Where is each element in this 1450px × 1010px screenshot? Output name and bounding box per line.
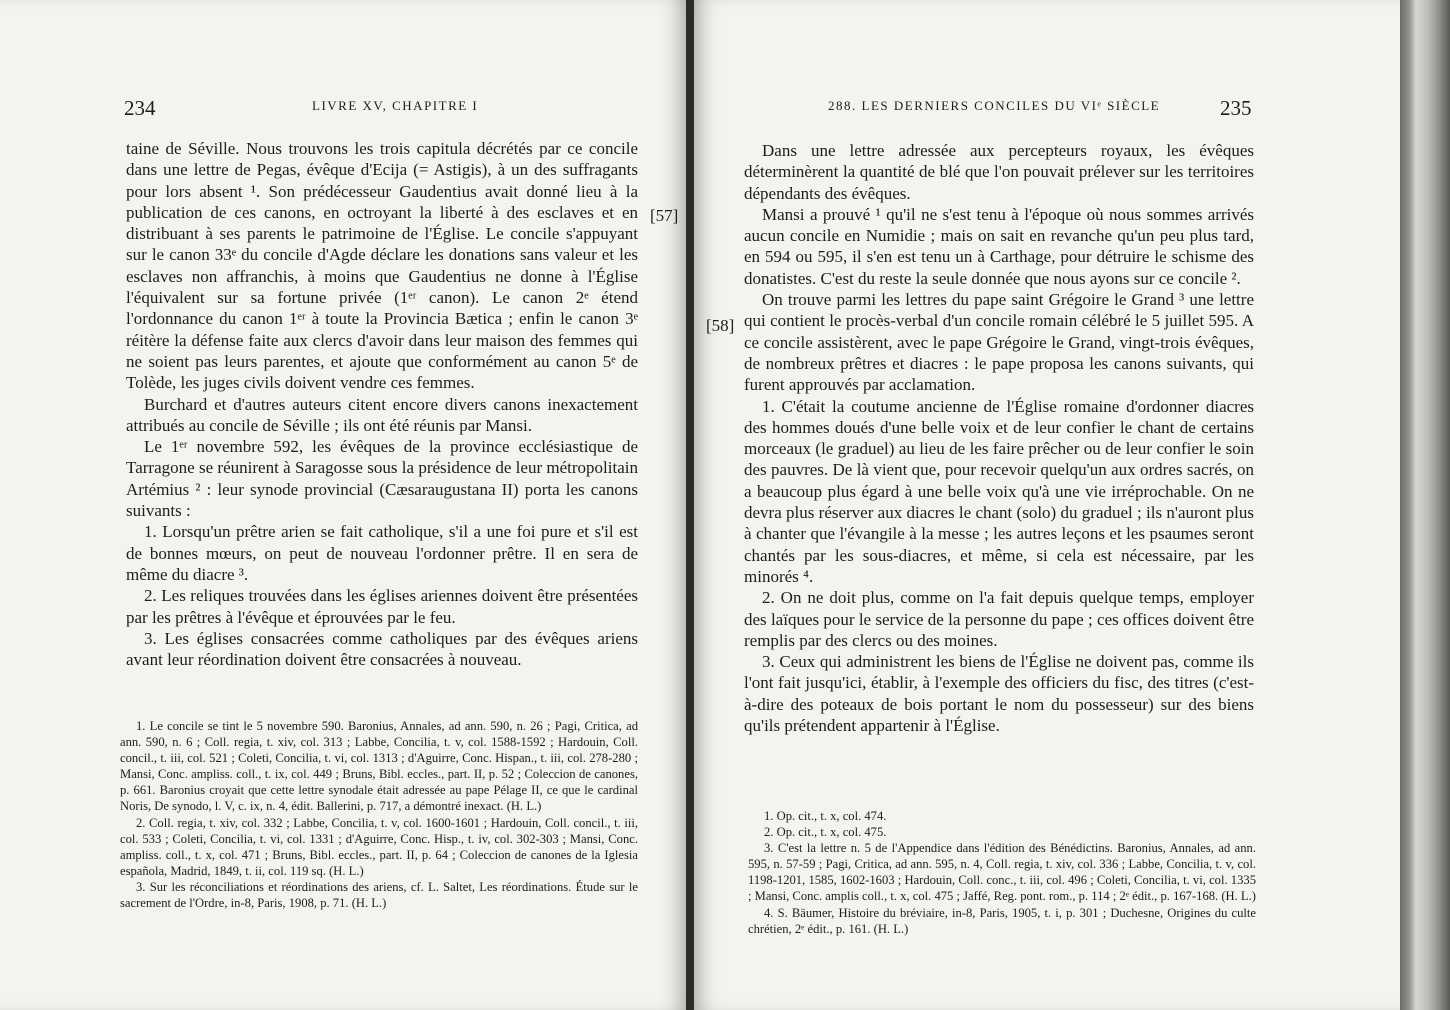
footnote: 3. Sur les réconciliations et réordinations des ariens, cf. L. Saltet, Les réordinations. Étude sur le sacrement de l'Ordre, in-8, Paris, 1908, p. 71. (H. L.) (120, 879, 638, 911)
paragraph: 1. Lorsqu'un prêtre arien se fait catholique, s'il a une foi pure et s'il est de bonnes mœurs, on peut de nouveau l'ordonner prêtre. Il en sera de même du diacre ³. (126, 522, 638, 584)
page-edges (1400, 0, 1450, 1010)
paragraph: 2. Les reliques trouvées dans les églises ariennes doivent être présentées par les prêtres à l'évêque et éprouvées par le feu. (126, 586, 638, 627)
left-body-text (126, 138, 638, 670)
running-head-right: 288. LES DERNIERS CONCILES DU VIᵉ SIÈCLE (828, 98, 1161, 113)
paragraph: Le 1ᵉʳ novembre 592, les évêques de la province ecclésiastique de Tarragone se réunirent à Saragosse sous la présidence de leur métropolitain Artémius ² : leur synode provincial (Cæsaraugustana II) porta les canons suivants : (126, 437, 638, 521)
paragraph: On trouve parmi les lettres du pape saint Grégoire le Grand ³ une lettre qui contient le procès-verbal d'un concile romain célébré le 5 juillet 595. A ce concile assistèrent, avec le pape Grégoire le Grand, vingt-trois évêques, de nombreux prêtres et diacres : le pape proposa les canons suivants, qui furent approuvés par acclamation. (744, 290, 1254, 395)
paragraph: 3. Ceux qui administrent les biens de l'Église ne doivent pas, comme ils l'ont fait jusqu'ici, établir, à l'exemple des officiers du fisc, des titres (c'est-à-dire des poteaux de bois portant le nom du possesseur) sur des biens qu'ils prétendent appartenir à l'Église. (744, 652, 1254, 736)
left-page (0, 0, 688, 1010)
footnote: 1. Le concile se tint le 5 novembre 590. Baronius, Annales, ad ann. 590, n. 26 ; Pagi, Critica, ad ann. 590, n. 6 ; Coll. regia, t. xiv, col. 313 ; Labbe, Concilia, t. v, col. 1588-1592 ; Hardouin, Coll. concil., t. iii, col. 521 ; Coleti, Concilia, t. vi, col. 1313 ; d'Aguirre, Conc. Hispan., t. iii, col. 278-280 ; Mansi, Conc. ampliss. coll., t. ix, col. 449 ; Bruns, Bibl. eccles., part. II, p. 52 ; Coleccion de canones, p. 661. Baronius croyait que cette lettre synodale était adressée au pape Pélage II, ce que le cardinal Noris, De synodo, l. V, c. ix, n. 4, édit. Ballerini, p. 717, a démontré inexact. (H. L.) (120, 719, 638, 814)
right-footnotes (748, 808, 1256, 937)
footnote: 2. Op. cit., t. x, col. 475. (764, 825, 887, 840)
right-page (692, 0, 1400, 1010)
running-head-left: LIVRE XV, CHAPITRE I (312, 98, 479, 113)
book-gutter (686, 0, 694, 1010)
margin-ref-57: [57] (650, 206, 679, 225)
footnote: 2. Coll. regia, t. xiv, col. 332 ; Labbe, Concilia, t. v, col. 1600-1601 ; Hardouin, Coll. concil., t. iii, col. 533 ; Coleti, Concilia, t. vi, col. 1331 ; d'Aguirre, Conc. Hisp., t. iv, col. 302-303 ; Mansi, Conc. ampliss. coll., t. x, col. 471 ; Bruns, Bibl. eccles., part. II, p. 64 ; Coleccion de canones de la Iglesia española, Madrid, 1849, t. ii, col. 119 sq. (H. L.) (120, 815, 638, 878)
page-number-right: 235 (1220, 96, 1252, 120)
footnote: 1. Op. cit., t. x, col. 474. (764, 809, 887, 823)
right-body-text (744, 140, 1254, 736)
footnote: 4. S. Bäumer, Histoire du bréviaire, in-8, Paris, 1905, t. i, p. 301 ; Duchesne, Origines du culte chrétien, 2ᵉ édit., p. 161. (H. L.) (748, 905, 1256, 936)
paragraph: Dans une lettre adressée aux percepteurs royaux, les évêques déterminèrent la quantité de blé que l'on pouvait prélever sur les territoires dépendants des évêques. (744, 141, 1254, 203)
paragraph: 1. C'était la coutume ancienne de l'Église romaine d'ordonner diacres des hommes doués d'une belle voix et de leur confier le chant de certains morceaux (le graduel) au lieu de les faire prêcher ou de leur confier le soin des pauvres. De là vient que, pour recevoir quelqu'un aux ordres sacrés, on a beaucoup plus égard à une belle voix qu'à une vie irréprochable. On ne devra plus réserver aux diacres le chant (solo) du graduel ; ils n'auront plus à chanter que l'évangile à la messe ; les autres leçons et les psaumes seront chantés par les sous-diacres, et même, si cela est nécessaire, par les minorés ⁴. (744, 396, 1254, 586)
paragraph: 3. Les églises consacrées comme catholiques par des évêques ariens avant leur réordination doivent être consacrées à nouveau. (126, 628, 638, 670)
paragraph: Mansi a prouvé ¹ qu'il ne s'est tenu à l'époque où nous sommes arrivés aucun concile en Numidie ; mais on sait en revanche qu'un peu plus tard, en 594 ou 595, il s'en est tenu un à Carthage, pour détruire le schisme des donatistes. C'est du reste la seule donnée que nous ayons sur ce concile ². (744, 204, 1254, 288)
footnote: 3. C'est la lettre n. 5 de l'Appendice dans l'édition des Bénédictins. Baronius, Annales, ad ann. 595, n. 57-59 ; Pagi, Critica, ad ann. 595, n. 4, Coll. regia, t. xiv, col. 336 ; Labbe, Concilia, t. v, col. 1198-1201, 1585, 1602-1603 ; Hardouin, Coll. conc., t. iii, col. 496 ; Coleti, Concilia, t. vi, col. 1335 ; Mansi, Conc. amplis coll., t. x, col. 475 ; Jaffé, Reg. pont. rom., p. 114 ; 2ᵉ édit., p. 167-168. (H. L.) (748, 841, 1256, 904)
paragraph: 2. On ne doit plus, comme on l'a fait depuis quelque temps, employer des laïques pour le service de la personne du pape ; ces offices doivent être remplis par des clercs ou des moines. (744, 588, 1254, 650)
left-footnotes (120, 718, 638, 911)
margin-ref-58: [58] (706, 316, 735, 335)
paragraph: taine de Séville. Nous trouvons les trois capitula décrétés par ce concile dans une lettre de Pegas, évêque d'Ecija (= Astigis), à un des suffragants pour lors absent ¹. Son prédécesseur Gaudentius avait donné lieu à la publication de ces canons, en octroyant la liberté à des esclaves et en distribuant à ses parents le patrimoine de l'Église. Le concile s'appuyant sur le canon 33ᵉ du concile d'Agde déclare les donations sans valeur et les esclaves non affranchis, à moins que Gaudentius ne donne à l'Église l'équivalent sur sa fortune privée (1ᵉʳ canon). Le canon 2ᵉ étend l'ordonnance du canon 1ᵉʳ à toute la Provincia Bætica ; enfin le canon 3ᵉ réitère la défense faite aux clercs d'avoir dans leur maison des femmes qui ne soient pas leurs parentes, et ajoute que conformément au canon 5ᵉ de Tolède, les juges civils doivent vendre ces femmes. (126, 139, 638, 393)
page-number-left: 234 (124, 96, 156, 120)
paragraph: Burchard et d'autres auteurs citent encore divers canons inexactement attribués au concile de Séville ; ils ont été réunis par Mansi. (126, 394, 638, 435)
